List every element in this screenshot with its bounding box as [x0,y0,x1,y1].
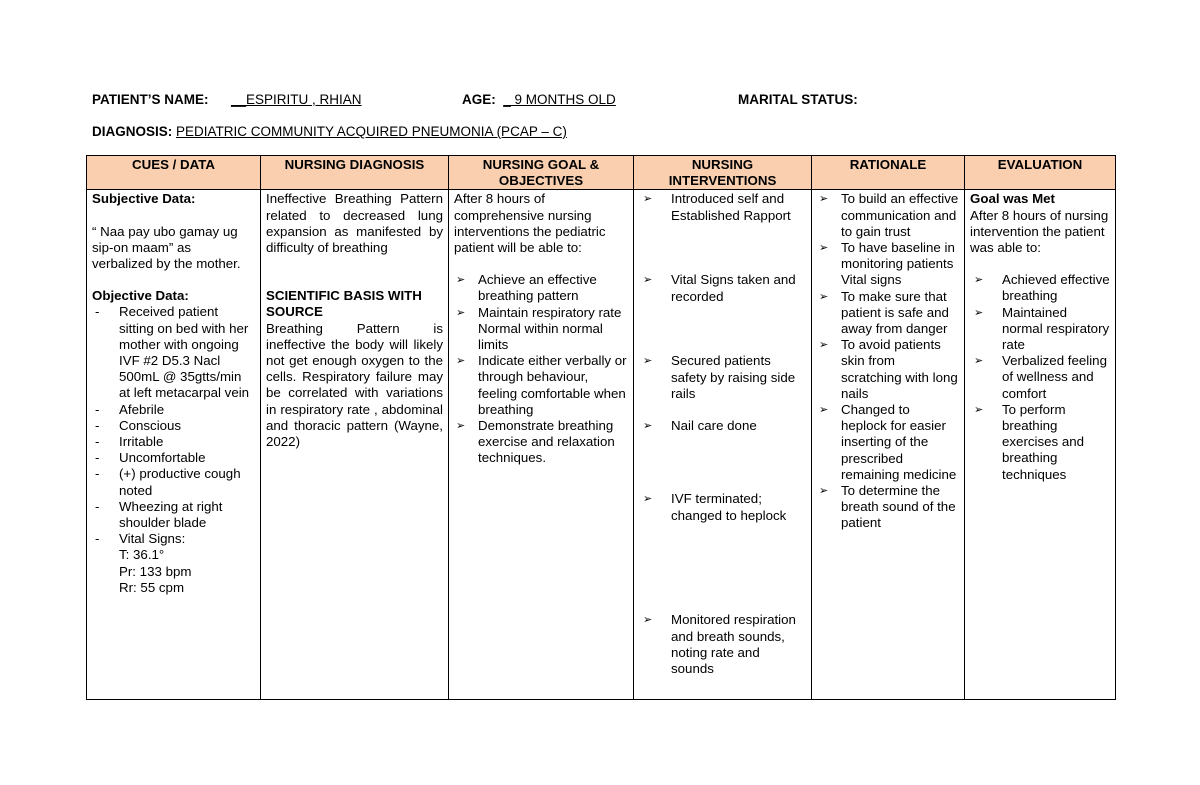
evaluation-cell [965,190,1116,700]
patient-name-label: PATIENT’S NAME: [92,92,209,107]
list-item: ➢ To have baseline in monitoring patients Vital signs [817,240,959,289]
col-header-diagnosis: NURSING DIAGNOSIS [261,156,449,190]
list-item: ➢ Verbalized feeling of wellness and comfort [970,353,1110,402]
list-item: ➢ Changed to heplock for easier inserting of the prescribed remaining medicine [817,402,959,483]
list-item: - Irritable [92,434,255,450]
basis-heading: SCIENTIFIC BASIS WITH SOURCE [266,288,422,320]
list-item: ➢ Introduced self and Established Rapport [639,191,806,272]
col-header-cues: CUES / DATA [87,156,261,190]
objective-heading: Objective Data: [92,288,189,304]
list-item: ➢ To make sure that patient is safe and away from danger [817,289,959,338]
list-item: ➢ Indicate either verbally or through behaviour, feeling comfortable when breathing [454,353,628,418]
list-item: - Vital Signs: [92,531,255,547]
diagnosis [92,124,567,139]
patient-name-value: __ESPIRITU , RHIAN [231,92,362,107]
list-item: ➢ Nail care done [639,418,806,491]
list-item: ➢ Achieved effective breathing [970,272,1110,304]
evaluation-list [970,272,1110,483]
goals-cell [449,190,634,700]
rationale-cell [812,190,965,700]
interventions-list [639,191,806,677]
interventions-cell [634,190,812,700]
col-header-evaluation: EVALUATION [965,156,1116,190]
evaluation-intro: After 8 hours of nursing intervention the patient was able to: [970,207,1109,256]
table-row [87,190,1116,700]
basis-text: Breathing Pattern is ineffective the body will likely not get enough oxygen to the cells. Respiratory failure may be correlated with variations in respiratory rate , abdominal and thoracic pattern (Wayne, 2022) [266,320,443,450]
list-item: ➢ To determine the breath sound of the patient [817,483,959,532]
goals-list [454,272,628,466]
col-header-goals: NURSING GOAL & OBJECTIVES [449,156,634,190]
list-item: ➢ To build an effective communication and to gain trust [817,191,959,240]
rationale-list [817,191,959,531]
list-item: - (+) productive cough noted [92,466,255,498]
list-item: ➢ To avoid patients skin from scratching with long nails [817,337,959,402]
vital-resp: Rr: 55 cpm [119,579,185,595]
col-header-rationale: RATIONALE [812,156,965,190]
evaluation-heading: Goal was Met [970,191,1055,207]
list-item: ➢ Maintained normal respiratory rate [970,305,1110,354]
diagnosis-label: DIAGNOSIS: [92,124,173,139]
list-item: ➢ IVF terminated; changed to heplock [639,491,806,612]
vital-pulse: Pr: 133 bpm [119,563,192,579]
table-header-row [87,156,1116,190]
list-item: - Uncomfortable [92,450,255,466]
diagnosis-text: Ineffective Breathing Pattern related to decreased lung expansion as manifested by difficulty of breathing [266,191,443,256]
age-label: AGE: [462,92,496,107]
diagnosis-cell [261,190,449,700]
list-item: ➢ To perform breathing exercises and breathing techniques [970,402,1110,483]
list-item: - Conscious [92,418,255,434]
care-plan-table [86,155,1116,700]
list-item: ➢ Secured patients safety by raising side rails [639,353,806,418]
marital-status [738,92,858,107]
list-item: ➢ Achieve an effective breathing pattern [454,272,628,304]
subjective-text: “ Naa pay ubo gamay ug sip-on maam” as verbalized by the mother. [92,223,241,272]
list-item: ➢ Demonstrate breathing exercise and relaxation techniques. [454,418,628,467]
diagnosis-value: PEDIATRIC COMMUNITY ACQUIRED PNEUMONIA (PCAP – C) [176,124,567,139]
cues-cell [87,190,261,700]
list-item: - Received patient sitting on bed with her mother with ongoing IVF #2 D5.3 Nacl 500mL @ 35gtts/min at left metacarpal vein [92,304,255,401]
objective-list [92,304,255,547]
marital-status-label: MARITAL STATUS: [738,92,858,107]
list-item: - Afebrile [92,402,255,418]
patient-name [92,92,362,107]
list-item: ➢ Vital Signs taken and recorded [639,272,806,353]
goals-intro: After 8 hours of comprehensive nursing interventions the pediatric patient will be able to: [454,191,606,256]
list-item: - Wheezing at right shoulder blade [92,499,255,531]
list-item: ➢ Maintain respiratory rate Normal within normal limits [454,305,628,354]
vital-temp: T: 36.1° [119,547,165,563]
age-value: _ 9 MONTHS OLD [503,92,616,107]
subjective-heading: Subjective Data: [92,191,196,207]
col-header-interventions: NURSING INTERVENTIONS [634,156,812,190]
patient-age [462,92,616,107]
list-item: ➢ Monitored respiration and breath sounds, noting rate and sounds [639,612,806,677]
